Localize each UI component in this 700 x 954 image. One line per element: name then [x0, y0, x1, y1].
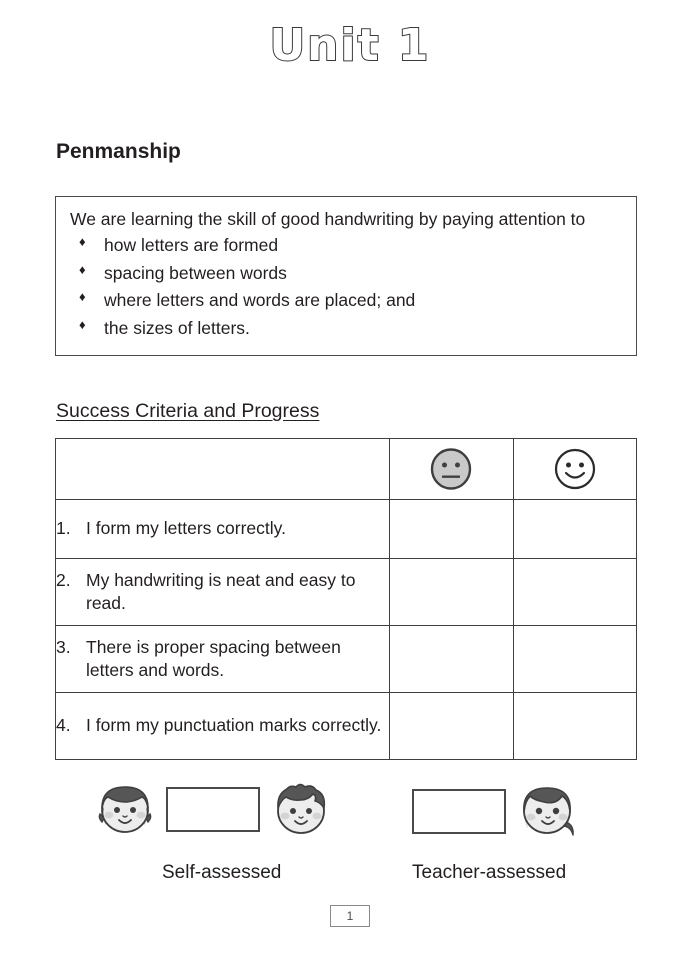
learning-intention-box [55, 196, 637, 356]
neutral-face-icon [428, 446, 474, 492]
list-item-label: spacing between words [104, 262, 287, 283]
teacher-face-icon [516, 778, 582, 844]
table-row [56, 626, 637, 693]
criteria-number: 3. [56, 636, 71, 657]
self-assessed-label: Self-assessed [162, 862, 282, 883]
page-title: Unit 1 [269, 20, 431, 71]
checkbox-cell-neutral[interactable] [390, 500, 513, 559]
diamond-bullet-icon: ♦ [79, 316, 86, 332]
table-header-row [56, 439, 637, 500]
header-cell-criteria [56, 439, 390, 500]
checkbox-cell-neutral[interactable] [390, 693, 513, 760]
checkbox-cell-smiley[interactable] [513, 559, 636, 626]
criteria-cell [56, 626, 390, 693]
learning-intention-lead: We are learning the skill of good handwriting by paying attention to [70, 209, 586, 229]
criteria-text: My handwriting is neat and easy to read. [86, 569, 356, 613]
list-item [70, 315, 622, 342]
assessment-strip [55, 778, 637, 850]
checkbox-cell-smiley[interactable] [513, 693, 636, 760]
list-item-label: the sizes of letters. [104, 317, 250, 338]
boy-face-icon [270, 778, 332, 840]
checkbox-cell-smiley[interactable] [513, 626, 636, 693]
criteria-text: I form my punctuation marks correctly. [86, 715, 382, 736]
list-item [70, 232, 622, 259]
criteria-text: I form my letters correctly. [86, 518, 286, 539]
checkbox-cell-neutral[interactable] [390, 559, 513, 626]
teacher-assessed-label: Teacher-assessed [412, 862, 567, 883]
criteria-heading: Success Criteria and Progress [56, 400, 320, 422]
criteria-text: There is proper spacing between letters and words. [86, 636, 341, 680]
list-item-label: where letters and words are placed; and [104, 290, 416, 311]
section-heading: Penmanship [56, 140, 181, 163]
smiley-face-icon [552, 446, 598, 492]
diamond-bullet-icon: ♦ [79, 234, 86, 250]
table-row [56, 500, 637, 559]
table-row [56, 559, 637, 626]
self-assessment-box[interactable] [166, 787, 260, 832]
diamond-bullet-icon: ♦ [79, 261, 86, 277]
criteria-cell [56, 693, 390, 760]
success-criteria-table [55, 438, 637, 760]
criteria-cell [56, 500, 390, 559]
criteria-number: 4. [56, 715, 71, 736]
learning-intention-list [70, 232, 622, 342]
criteria-number: 2. [56, 569, 71, 590]
list-item [70, 260, 622, 287]
list-item [70, 287, 622, 314]
teacher-assessment-group [402, 778, 582, 844]
self-assessment-group [94, 778, 332, 840]
checkbox-cell-smiley[interactable] [513, 500, 636, 559]
table-row [56, 693, 637, 760]
girl-face-icon [94, 778, 156, 840]
header-cell-neutral [390, 439, 513, 500]
assessment-captions [55, 862, 637, 890]
list-item-label: how letters are formed [104, 235, 279, 256]
teacher-assessment-box[interactable] [412, 789, 506, 834]
criteria-cell [56, 559, 390, 626]
criteria-number: 1. [56, 518, 71, 539]
diamond-bullet-icon: ♦ [79, 289, 86, 305]
header-cell-smiley [513, 439, 636, 500]
checkbox-cell-neutral[interactable] [390, 626, 513, 693]
page-number: 1 [330, 905, 370, 927]
